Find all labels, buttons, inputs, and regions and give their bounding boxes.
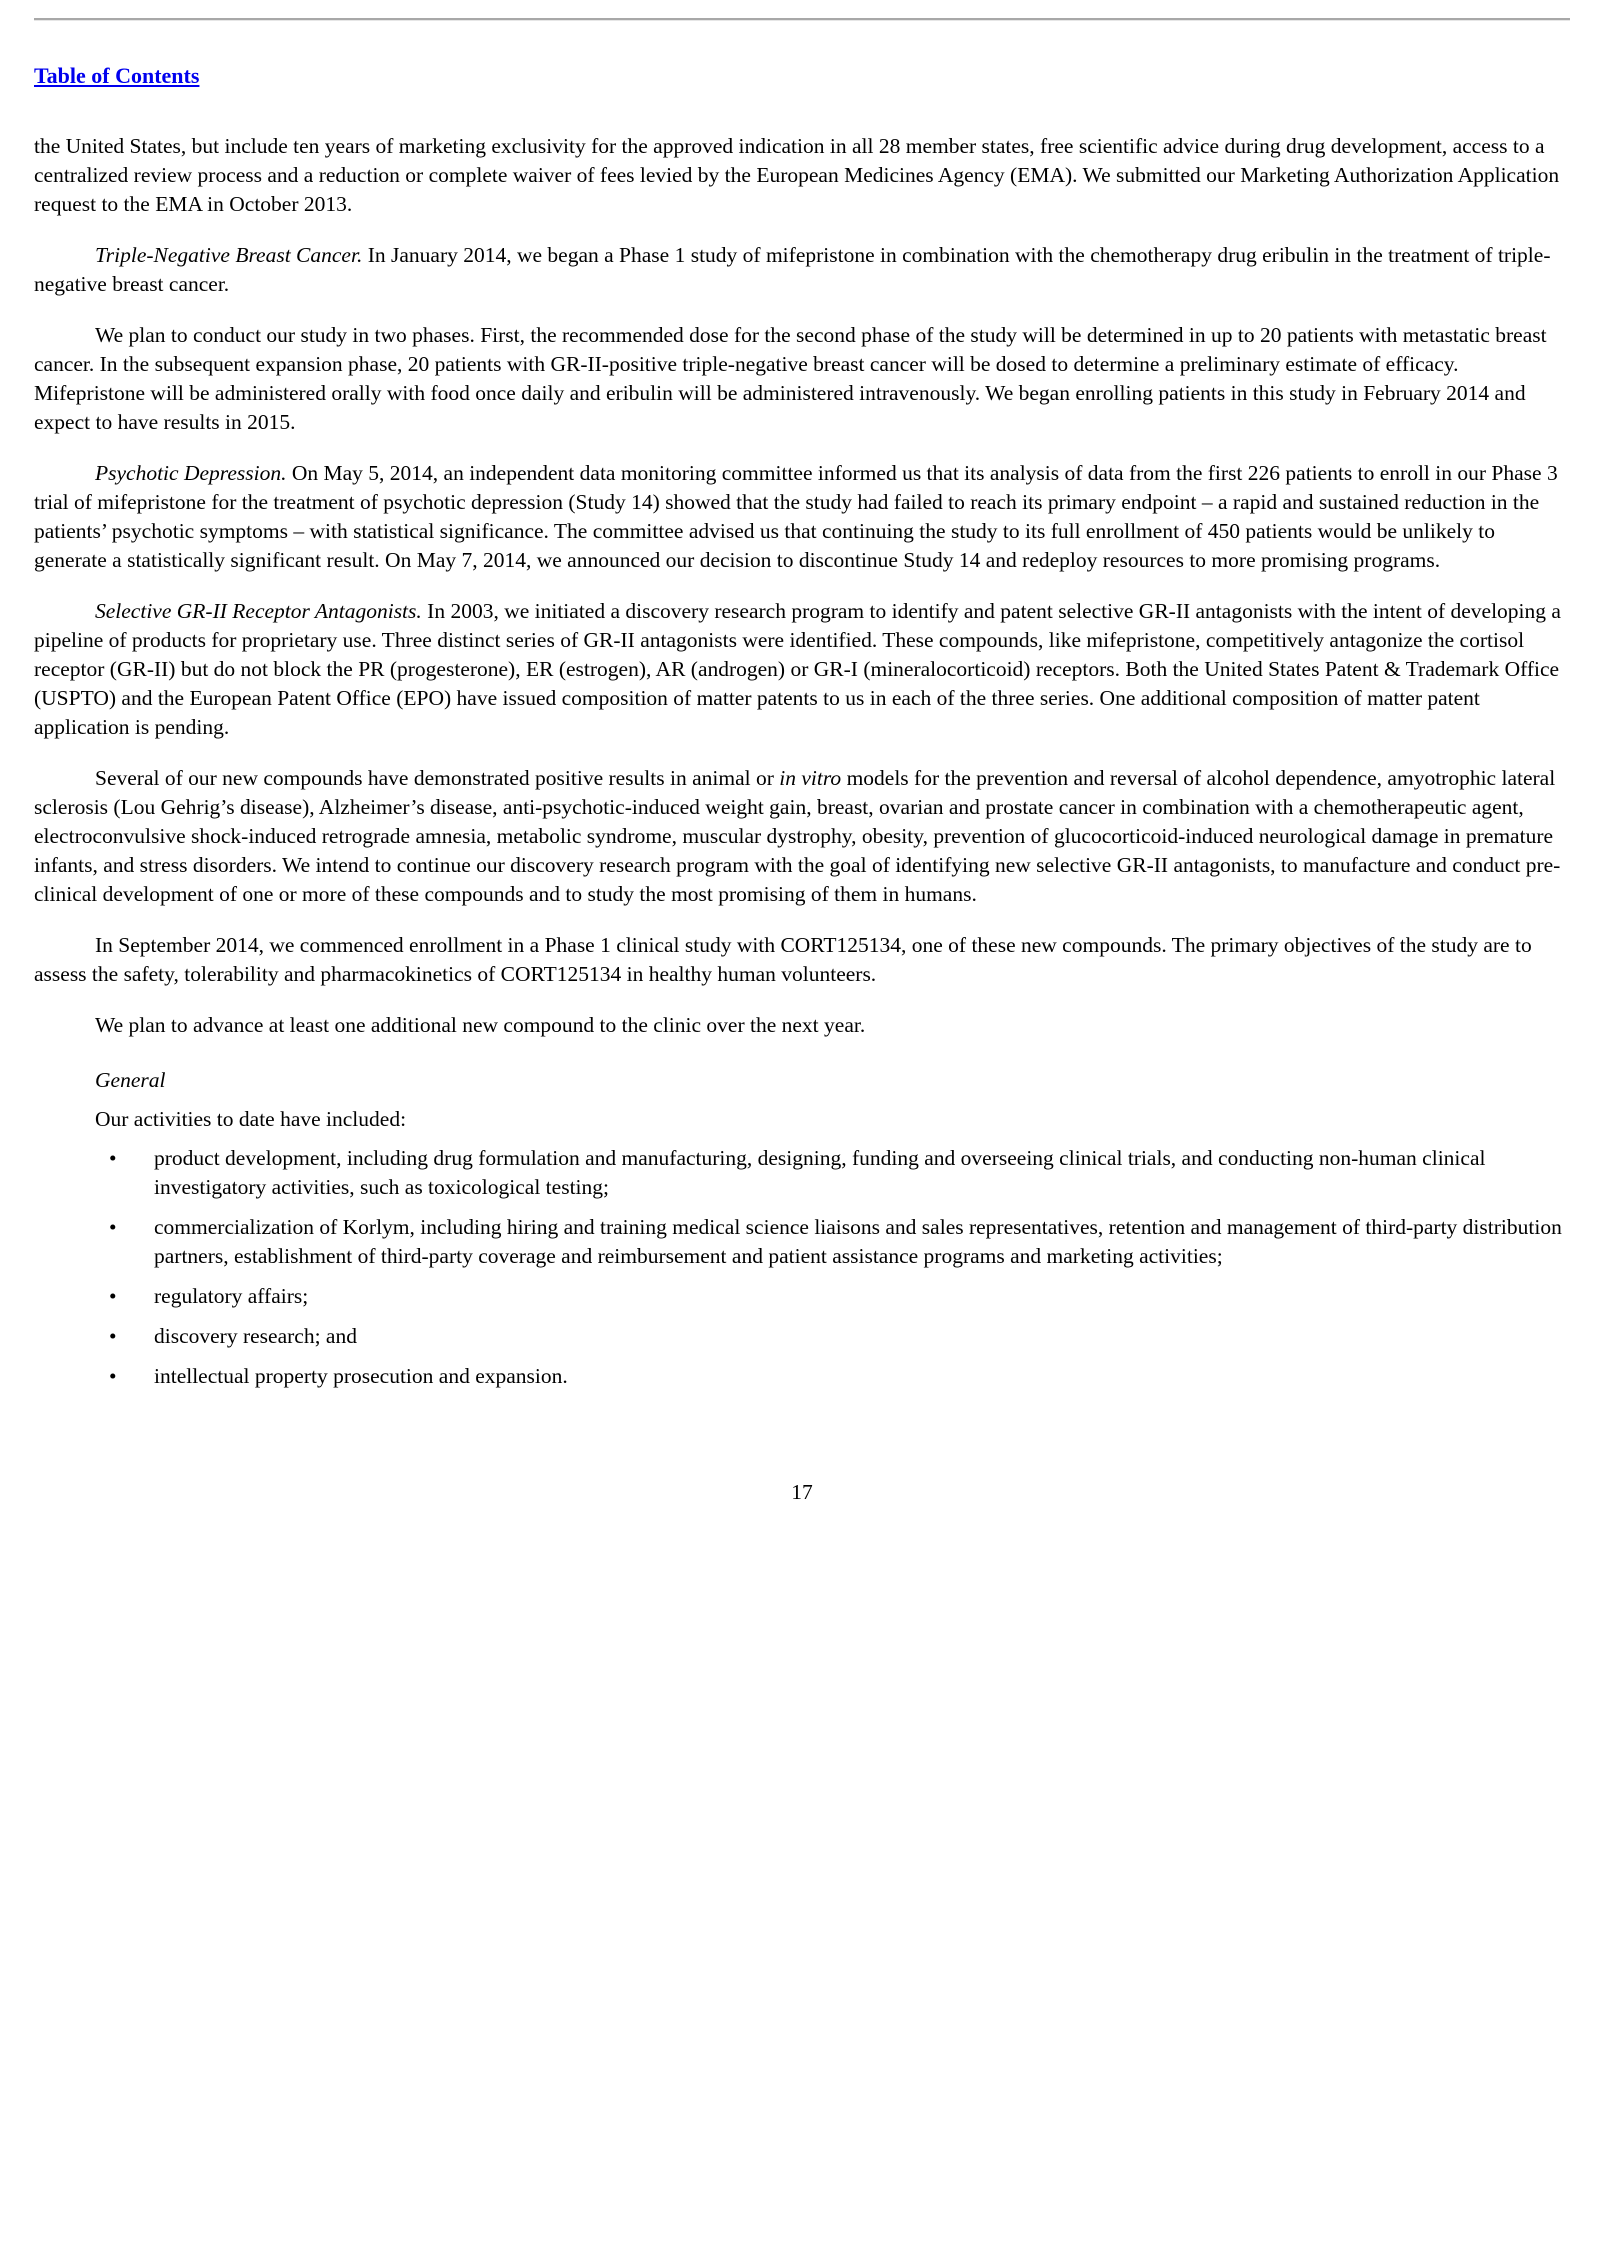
paragraph-ema-exclusivity: the United States, but include ten years of marketing exclusivity for the approved indication in all 28 member states, free scientific advice during drug development, access to a centralized review process and a reduction or complete waiver of fees levied by the European Medicines Agency (EMA). We submitted our Marketing Authorization Application request to the EMA in October 2013. bbox=[34, 134, 1560, 216]
body-content bbox=[34, 132, 1570, 1402]
paragraph-psychotic-depression bbox=[34, 459, 1570, 575]
paragraph-text: In 2003, we initiated a discovery research program to identify and patent selective GR-II antagonists with the intent of developing a pipeline of products for proprietary use. Three distinct series of GR-II antagonists were identified. These compounds, like mifepristone, competitively antagonize the cortisol receptor (GR-II) but do not block the PR (progesterone), ER (estrogen), AR (androgen) or GR-I (mineralocorticoid) receptors. Both the United States Patent & Trademark Office (USPTO) and the European Patent Office (EPO) have issued composition of matter patents to us in each of the three series. One additional composition of matter patent application is pending. bbox=[34, 599, 1561, 739]
paragraph-cort125134: In September 2014, we commenced enrollment in a Phase 1 clinical study with CORT125134, one of these new compounds. The primary objectives of the study are to assess the safety, tolerability and pharmacokinetics of CORT125134 in healthy human volunteers. bbox=[34, 933, 1532, 986]
paragraph-study-phases: We plan to conduct our study in two phases. First, the recommended dose for the second phase of the study will be determined in up to 20 patients with metastatic breast cancer. In the subsequent expansion phase, 20 patients with GR-II-positive triple-negative breast cancer will be dosed to determine a preliminary estimate of efficacy. Mifepristone will be administered orally with food once daily and eribulin will be administered intravenously. We began enrolling patients in this study in February 2014 and expect to have results in 2015. bbox=[34, 323, 1547, 434]
section-title-triple-negative: Triple-Negative Breast Cancer. bbox=[95, 243, 363, 267]
list-item bbox=[34, 1213, 1570, 1271]
list-item bbox=[34, 1144, 1570, 1202]
list-item bbox=[34, 1322, 1570, 1351]
section-title-selective-gr-ii: Selective GR-II Receptor Antagonists. bbox=[95, 599, 422, 623]
paragraph-text: In January 2014, we began a Phase 1 study of mifepristone in combination with the chemotherapy drug eribulin in the treatment of triple-negative breast cancer. bbox=[34, 243, 1551, 296]
list-item-text: product development, including drug formulation and manufacturing, designing, funding and overseeing clinical trials, and conducting non-human clinical investigatory activities, such as toxicological testing; bbox=[154, 1146, 1486, 1199]
paragraph-selective-gr-ii bbox=[34, 597, 1570, 742]
in-vitro-term: in vitro bbox=[779, 766, 842, 790]
table-of-contents-link[interactable]: Table of Contents bbox=[34, 63, 200, 88]
list-item bbox=[34, 1362, 1570, 1391]
section-title-psychotic-depression: Psychotic Depression. bbox=[95, 461, 287, 485]
activities-list bbox=[34, 1144, 1570, 1391]
header-divider bbox=[34, 18, 1570, 20]
list-item-text: intellectual property prosecution and expansion. bbox=[154, 1364, 568, 1388]
list-item-text: commercialization of Korlym, including hiring and training medical science liaisons and sales representatives, retention and management of third-party distribution partners, establishment of third-party coverage and reimbursement and patient assistance programs and marketing activities; bbox=[154, 1215, 1562, 1268]
bullet-icon: • bbox=[109, 1324, 117, 1348]
bullet-icon: • bbox=[109, 1146, 117, 1170]
bullet-icon: • bbox=[109, 1215, 117, 1239]
bullet-icon: • bbox=[109, 1284, 117, 1308]
page-number: 17 bbox=[791, 1480, 813, 1504]
list-item bbox=[34, 1282, 1570, 1311]
paragraph-advance-compound: We plan to advance at least one additional new compound to the clinic over the next year. bbox=[95, 1013, 866, 1037]
paragraph-text: Several of our new compounds have demonstrated positive results in animal or bbox=[95, 766, 780, 790]
activities-intro: Our activities to date have included: bbox=[95, 1107, 407, 1131]
section-heading-general: General bbox=[95, 1068, 166, 1092]
list-item-text: discovery research; and bbox=[154, 1324, 357, 1348]
paragraph-new-compounds bbox=[34, 764, 1570, 909]
list-item-text: regulatory affairs; bbox=[154, 1284, 309, 1308]
paragraph-triple-negative-breast-cancer bbox=[34, 241, 1570, 299]
paragraph-text: models for the prevention and reversal of alcohol dependence, amyotrophic lateral sclerosis (Lou Gehrig’s disease), Alzheimer’s disease, anti-psychotic-induced weight gain, breast, ovarian and prostate cancer in combination with a chemotherapeutic agent, electroconvulsive shock-induced retrograde amnesia, metabolic syndrome, muscular dystrophy, obesity, prevention of glucocorticoid-induced neurological damage in premature infants, and stress disorders. We intend to continue our discovery research program with the goal of identifying new selective GR-II antagonists, to manufacture and conduct pre-clinical development of one or more of these compounds and to study the most promising of them in humans. bbox=[34, 766, 1561, 906]
bullet-icon: • bbox=[109, 1364, 117, 1388]
paragraph-text: On May 5, 2014, an independent data monitoring committee informed us that its analysis of data from the first 226 patients to enroll in our Phase 3 trial of mifepristone for the treatment of psychotic depression (Study 14) showed that the study had failed to reach its primary endpoint – a rapid and sustained reduction in the patients’ psychotic symptoms – with statistical significance. The committee advised us that continuing the study to its full enrollment of 450 patients would be unlikely to generate a statistically significant result. On May 7, 2014, we announced our decision to discontinue Study 14 and redeploy resources to more promising programs. bbox=[34, 461, 1558, 572]
